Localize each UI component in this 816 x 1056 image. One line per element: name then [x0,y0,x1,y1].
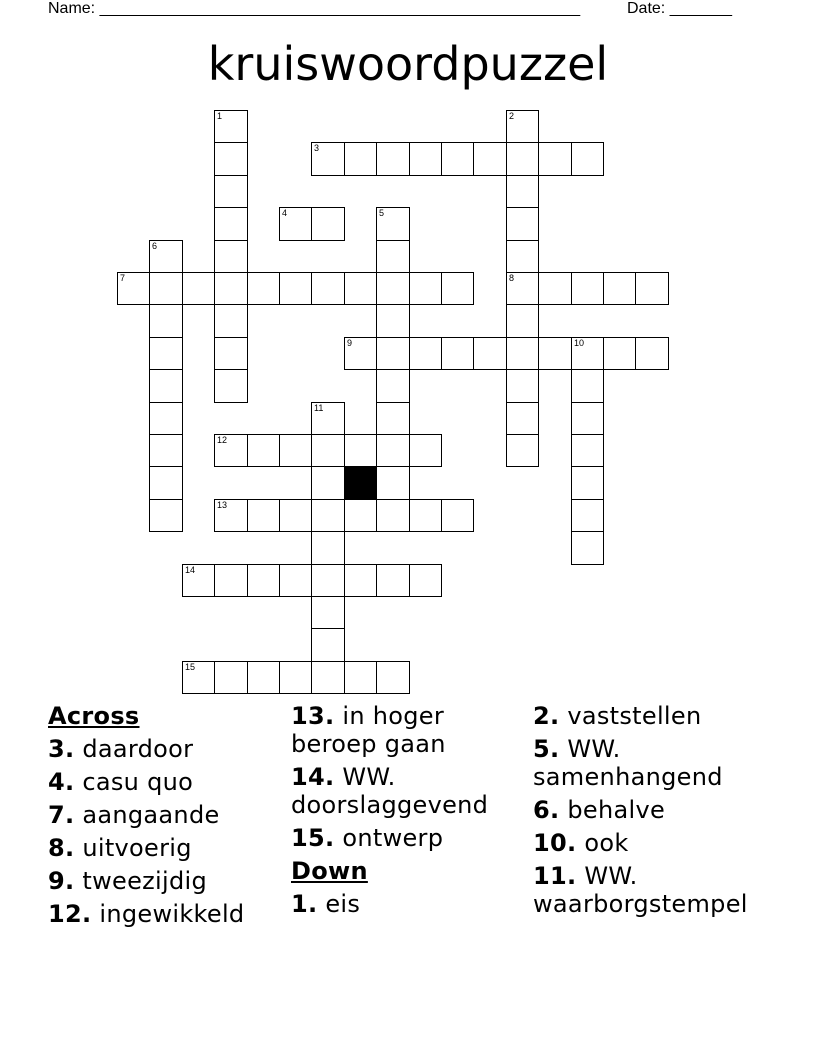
grid-cell[interactable] [538,337,572,370]
clue-text: WW. waarborgstempel [533,862,748,918]
grid-cell[interactable] [506,369,539,403]
grid-cell[interactable] [311,142,345,176]
grid-cell[interactable] [311,402,345,435]
grid-cell[interactable] [603,337,636,370]
grid-cell[interactable] [409,337,442,370]
clue-number: 8. [48,834,75,862]
grid-cell[interactable] [344,499,377,532]
grid-cell[interactable] [214,207,248,241]
grid-cell[interactable] [376,564,410,597]
grid-cell[interactable] [376,434,410,467]
grid-cell[interactable] [247,272,280,305]
grid-cell[interactable] [311,661,345,694]
grid-cell[interactable] [409,499,442,532]
grid-cell[interactable] [635,272,669,305]
grid-cell[interactable] [376,272,410,305]
grid-cell[interactable] [571,434,604,467]
grid-cell[interactable] [409,434,442,467]
cell-number: 4 [282,208,288,218]
grid-cell[interactable] [409,272,442,305]
grid-cell[interactable] [214,499,248,532]
clue-number: 2. [533,702,560,730]
grid-cell[interactable] [311,564,345,597]
grid-cell[interactable] [376,402,410,435]
date-field-line[interactable]: Date: _______ [627,0,732,17]
grid-cell[interactable] [149,304,183,338]
clue-text: uitvoerig [82,834,192,862]
cell-number: 3 [314,143,320,153]
grid-cell[interactable] [344,434,377,467]
cell-number: 13 [217,500,228,510]
grid-cell[interactable] [409,564,442,597]
grid-cell[interactable] [571,272,604,305]
clue-text: tweezijdig [82,867,207,895]
grid-cell[interactable] [214,272,248,305]
clue-number: 12. [48,900,92,928]
name-field-line[interactable]: Name: ______________________________________________________ [48,0,581,17]
grid-cell[interactable] [571,337,604,370]
grid-cell[interactable] [214,142,248,176]
grid-cell[interactable] [247,499,280,532]
grid-cell[interactable] [376,240,410,273]
clue-across-15 [291,824,523,852]
clues-column-2 [291,702,523,923]
grid-cell[interactable] [506,304,539,338]
grid-cell[interactable] [182,661,215,694]
across-heading: Across [48,702,140,730]
grid-cell[interactable] [506,337,539,370]
grid-cell[interactable] [149,499,183,532]
grid-cell[interactable] [311,434,345,467]
grid-cell[interactable] [311,207,345,241]
cell-number: 14 [185,565,196,575]
grid-cell[interactable] [149,240,183,273]
grid-cell[interactable] [571,499,604,532]
page-title: kruiswoordpuzzel [207,37,609,91]
grid-block-cell [344,466,377,500]
clue-text: ontwerp [342,824,444,852]
grid-cell[interactable] [506,110,539,143]
grid-cell[interactable] [441,337,474,370]
grid-cell[interactable] [538,272,572,305]
clue-number: 15. [291,824,335,852]
grid-cell[interactable] [279,207,312,241]
grid-cell[interactable] [149,402,183,435]
grid-cell[interactable] [182,564,215,597]
grid-cell[interactable] [571,402,604,435]
grid-cell[interactable] [117,272,150,305]
clue-text: WW. samenhangend [533,735,723,791]
clue-across-14 [291,763,523,819]
grid-cell[interactable] [214,110,248,143]
clue-text: casu quo [82,768,194,796]
clue-number: 7. [48,801,75,829]
clue-number: 1. [291,890,318,918]
grid-cell[interactable] [311,499,345,532]
grid-cell[interactable] [214,564,248,597]
clue-text: WW. doorslaggevend [291,763,489,819]
down-heading: Down [291,857,368,885]
grid-cell[interactable] [441,499,474,532]
grid-cell[interactable] [538,142,572,176]
grid-cell[interactable] [279,272,312,305]
clue-down-2 [533,702,793,730]
clue-across-9 [48,867,280,895]
clue-number: 11. [533,862,577,890]
grid-cell[interactable] [473,142,507,176]
grid-cell[interactable] [571,531,604,565]
clue-number: 9. [48,867,75,895]
grid-cell[interactable] [311,466,345,500]
grid-cell[interactable] [506,402,539,435]
clue-text: eis [325,890,361,918]
cell-number: 5 [379,208,385,218]
clue-text: vaststellen [567,702,702,730]
grid-cell[interactable] [311,596,345,629]
grid-cell[interactable] [214,175,248,208]
grid-cell[interactable] [247,661,280,694]
cell-number: 10 [574,338,585,348]
clue-down-6 [533,796,793,824]
cell-number: 6 [152,241,158,251]
grid-cell[interactable] [506,207,539,241]
grid-cell[interactable] [311,531,345,565]
clues-section [48,702,788,962]
clue-across-4 [48,768,280,796]
grid-cell[interactable] [311,628,345,662]
grid-cell[interactable] [279,499,312,532]
clue-text: in hoger beroep gaan [291,702,446,758]
grid-cell[interactable] [506,142,539,176]
clue-text: aangaande [82,801,220,829]
clue-text: daardoor [82,735,194,763]
grid-cell[interactable] [409,142,442,176]
grid-cell[interactable] [571,369,604,403]
clue-across-8 [48,834,280,862]
grid-cell[interactable] [571,142,604,176]
grid-cell[interactable] [376,337,410,370]
grid-cell[interactable] [441,142,474,176]
grid-cell[interactable] [635,337,669,370]
clue-across-12 [48,900,280,928]
clue-number: 6. [533,796,560,824]
grid-cell[interactable] [506,272,539,305]
cell-number: 8 [509,273,515,283]
grid-cell[interactable] [603,272,636,305]
clue-number: 4. [48,768,75,796]
clues-column-1 [48,702,280,933]
clue-down-1 [291,890,523,918]
clue-across-3 [48,735,280,763]
grid-cell[interactable] [214,661,248,694]
grid-cell[interactable] [344,272,377,305]
clue-across-13 [291,702,523,758]
grid-cell[interactable] [214,240,248,273]
grid-cell[interactable] [376,207,410,241]
grid-cell[interactable] [247,564,280,597]
grid-cell[interactable] [182,272,215,305]
grid-cell[interactable] [311,272,345,305]
grid-cell[interactable] [279,661,312,694]
grid-cell[interactable] [214,434,248,467]
grid-cell[interactable] [571,466,604,500]
clue-text: ingewikkeld [99,900,245,928]
clue-down-11 [533,862,793,918]
grid-cell[interactable] [376,142,410,176]
clue-number: 10. [533,829,577,857]
clue-number: 13. [291,702,335,730]
cell-number: 11 [314,403,324,413]
clue-number: 3. [48,735,75,763]
clue-down-5 [533,735,793,791]
grid-cell[interactable] [473,337,507,370]
grid-cell[interactable] [344,142,377,176]
clue-text: ook [584,829,629,857]
grid-cell[interactable] [149,434,183,467]
grid-cell[interactable] [441,272,474,305]
cell-number: 1 [217,111,223,121]
grid-cell[interactable] [344,661,377,694]
cell-number: 9 [347,338,353,348]
grid-cell[interactable] [149,466,183,500]
cell-number: 2 [509,111,515,121]
grid-cell[interactable] [344,337,377,370]
grid-cell[interactable] [279,434,312,467]
cell-number: 15 [185,662,196,672]
grid-cell[interactable] [376,661,410,694]
cell-number: 7 [120,273,126,283]
grid-cell[interactable] [247,434,280,467]
grid-cell[interactable] [149,337,183,370]
grid-cell[interactable] [506,434,539,467]
clue-number: 14. [291,763,335,791]
grid-cell[interactable] [344,564,377,597]
cell-number: 12 [217,435,228,445]
grid-cell[interactable] [214,369,248,403]
clue-down-10 [533,829,793,857]
clue-number: 5. [533,735,560,763]
grid-cell[interactable] [376,466,410,500]
grid-cell[interactable] [214,304,248,338]
grid-cell[interactable] [279,564,312,597]
grid-cell[interactable] [376,369,410,403]
clues-column-3 [533,702,793,923]
grid-cell[interactable] [149,369,183,403]
grid-cell[interactable] [506,240,539,273]
grid-cell[interactable] [506,175,539,208]
grid-cell[interactable] [376,304,410,338]
clue-across-7 [48,801,280,829]
grid-cell[interactable] [149,272,183,305]
grid-cell[interactable] [214,337,248,370]
clue-text: behalve [567,796,666,824]
grid-cell[interactable] [376,499,410,532]
